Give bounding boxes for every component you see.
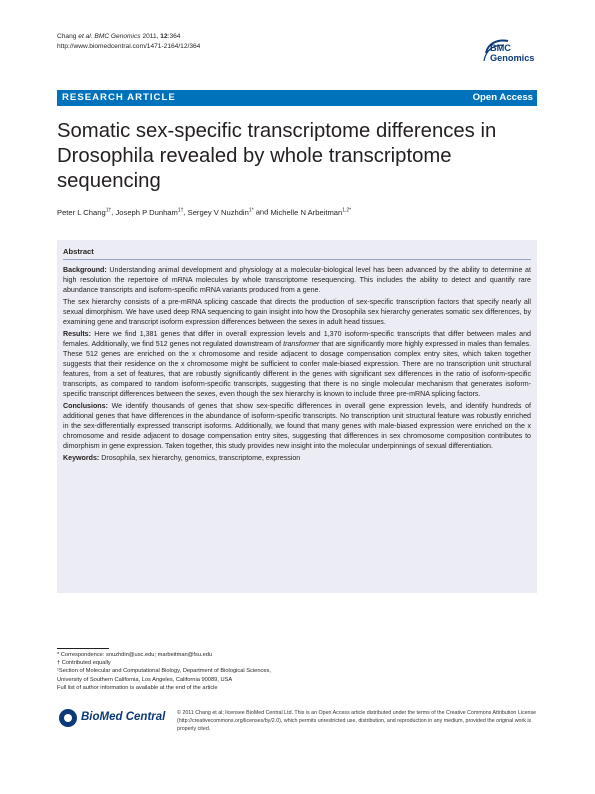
abstract-body — [63, 265, 531, 464]
equal-contribution-note: † Contributed equally — [57, 660, 111, 667]
citation-line: Chang et al. BMC Genomics 2011, 12:364 — [57, 33, 181, 40]
copyright-notice: © 2011 Chang et al; licensee BioMed Central Ltd. This is an Open Access article distributed under the terms of the Creative Commons Attribution License (http://creativecommons.org/licenses/by/2.0), which permits unrestricted use, distribution, and reproduction in any medium, provided the original work is properly cited. — [177, 710, 537, 732]
article-title: Somatic sex-specific transcriptome differences in Drosophila revealed by whole transcriptome sequencing — [57, 120, 497, 192]
author[interactable]: Peter L Chang$^{1\dagger}$ — [57, 207, 112, 217]
publisher-logo-text: BioMed Central — [81, 711, 166, 723]
abstract-background: Background: Understanding animal development and physiology at a molecular-biological level has been advanced by the ability to determine at high resolution the repertoire of mRNA molecules by whole transcriptome resequencing. This includes the ability to detect and quantify rare abundance transcripts and isoform-specific mRNA variants produced from a gene. — [63, 266, 531, 295]
journal-logo-text — [490, 43, 534, 63]
author[interactable]: Joseph P Dunham$^{1\dagger}$ — [115, 207, 184, 217]
logo-line-1: BMC — [490, 43, 511, 53]
author-list: Peter L Chang$^{1\dagger}$, Joseph P Dunham$^{1\dagger}$, Sergey V Nuzhdin$^{1*}$ and Michelle N Arbeitman$^{1,2*}$ — [57, 207, 352, 217]
abstract-background-2: The sex hierarchy consists of a pre-mRNA splicing cascade that directs the production of sex-specific transcription factors that specify nearly all sexual dimorphism. We have used deep RNA sequencing to gain insight into how the Drosophila sex hierarchy generates somatic sex differences, by examining gene and transcript isoform expression differences between the sexes in adult head tissues. — [63, 297, 531, 326]
author[interactable]: Michelle N Arbeitman$^{1,2*}$ — [270, 207, 352, 217]
abstract-heading: Abstract — [63, 247, 94, 256]
article-type-banner — [57, 90, 537, 106]
correspondence-note: * Correspondence: snuzhdin@usc.edu; marbeitman@fsu.edu — [57, 652, 213, 658]
logo-line-2: Genomics — [490, 53, 535, 63]
citation-header — [57, 32, 200, 51]
author[interactable]: Sergey V Nuzhdin$^{1*}$ — [187, 207, 254, 217]
affiliation-note: ¹Section of Molecular and Computational Biology, Department of Biological Sciences, University of Southern California, Los Angeles, California 90089, USA — [57, 668, 271, 683]
article-type: RESEARCH ARTICLE — [62, 92, 176, 103]
abstract-divider — [63, 259, 531, 260]
bmc-logo-icon — [57, 707, 79, 729]
abstract-box — [57, 240, 537, 593]
author-info-note: Full list of author information is available at the end of the article — [57, 684, 218, 691]
abstract-conclusions: Conclusions: We identify thousands of genes that show sex-specific differences in overall gene expression levels, and identify hundreds of additional genes that have differences in the abundance of isoform-specific transcripts. No transcription unit structural feature was robustly enriched in the sex-differentially expressed transcript isoforms. Additionally, we found that many genes with male-biased expression were enriched on the x chromosome and reside adjacent to dosage compensation entry sites, suggesting that differences in sex chromosome composition contributes to dimorphism in gene expression. Taken together, this study provides new insight into the molecular underpinnings of sexual differentiation. — [63, 401, 531, 451]
citation-url[interactable]: http://www.biomedcentral.com/1471-2164/12/364 — [57, 42, 201, 50]
open-access-label[interactable]: Open Access — [472, 92, 533, 103]
footnote-rule — [57, 648, 109, 649]
abstract-results: Results: Here we find 1,381 genes that differ in overall expression levels and 1,370 isoform-specific transcripts that differ between males and females. Additionally, we find 512 genes not regulated downstream of transformer that are significantly more highly expressed in males than females. These 512 genes are enriched on the x chromosome and reside adjacent to dosage compensation complex entry sites, which taken together suggests that their residence on the x chromosome might be sufficient to confer male-biased expression. There are no transcription unit structural features, from a set of features, that are robustly significantly different in the genes with significant sex differences in the ratio of isoform-specific transcripts, as compared to random isoform-specific transcripts, suggesting that there is no single molecular mechanism that generates isoform-specific transcript differences between the sexes, even though the sex hierarchy is known to include three pre-mRNA splicing factors. — [63, 329, 531, 399]
footnotes — [57, 648, 297, 692]
journal-logo — [482, 39, 542, 75]
abstract-keywords: Keywords: Drosophila, sex hierarchy, genomics, transcriptome, expression — [63, 453, 301, 462]
publisher-logo — [57, 707, 172, 729]
